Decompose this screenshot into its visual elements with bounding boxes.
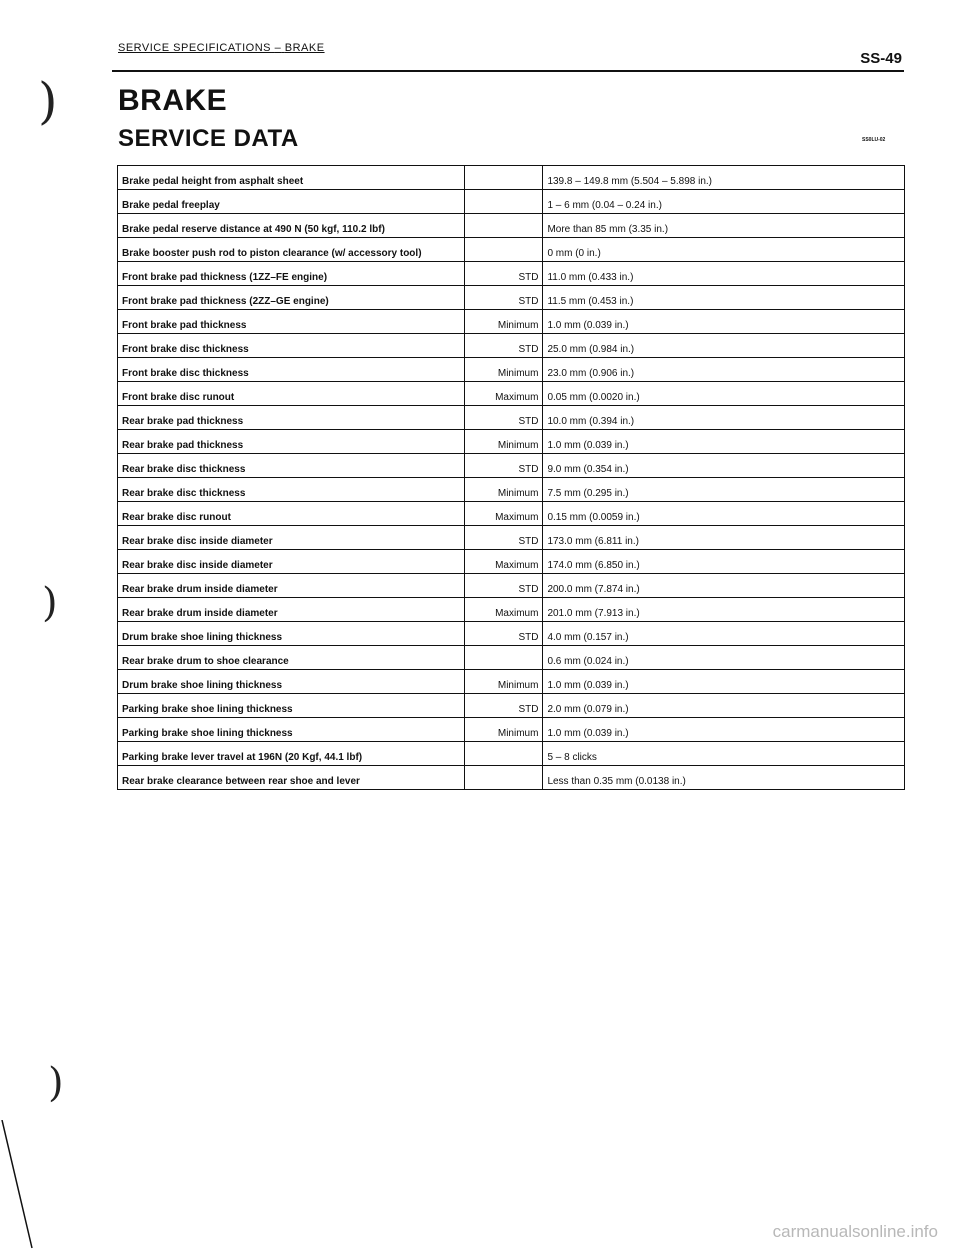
spec-qualifier: STD bbox=[465, 406, 543, 430]
spec-qualifier: Minimum bbox=[465, 670, 543, 694]
spec-item: Brake pedal reserve distance at 490 N (50 kgf, 110.2 lbf) bbox=[118, 214, 465, 238]
table-row bbox=[118, 766, 905, 790]
spec-qualifier: STD bbox=[465, 286, 543, 310]
header-separator: – bbox=[274, 42, 282, 54]
spec-qualifier bbox=[465, 646, 543, 670]
header-rule bbox=[112, 70, 904, 72]
spec-qualifier: Maximum bbox=[465, 550, 543, 574]
spec-value: More than 85 mm (3.35 in.) bbox=[543, 214, 905, 238]
table-row bbox=[118, 430, 905, 454]
spec-value: 1.0 mm (0.039 in.) bbox=[543, 718, 905, 742]
spec-value: 5 – 8 clicks bbox=[543, 742, 905, 766]
spec-qualifier bbox=[465, 766, 543, 790]
spec-item: Rear brake drum to shoe clearance bbox=[118, 646, 465, 670]
table-row bbox=[118, 622, 905, 646]
table-row bbox=[118, 574, 905, 598]
table-row bbox=[118, 382, 905, 406]
table-row bbox=[118, 478, 905, 502]
table-row bbox=[118, 526, 905, 550]
spec-item: Front brake disc thickness bbox=[118, 358, 465, 382]
table-row bbox=[118, 502, 905, 526]
spec-item: Rear brake pad thickness bbox=[118, 430, 465, 454]
spec-value: 1 – 6 mm (0.04 – 0.24 in.) bbox=[543, 190, 905, 214]
spec-value: 0.15 mm (0.0059 in.) bbox=[543, 502, 905, 526]
spec-item: Front brake disc runout bbox=[118, 382, 465, 406]
table-row bbox=[118, 358, 905, 382]
header-subsection: BRAKE bbox=[284, 42, 325, 54]
spec-value: 1.0 mm (0.039 in.) bbox=[543, 670, 905, 694]
spec-qualifier bbox=[465, 166, 543, 190]
spec-value: 173.0 mm (6.811 in.) bbox=[543, 526, 905, 550]
table-row bbox=[118, 286, 905, 310]
spec-value: 23.0 mm (0.906 in.) bbox=[543, 358, 905, 382]
spec-qualifier: STD bbox=[465, 622, 543, 646]
spec-item: Parking brake shoe lining thickness bbox=[118, 694, 465, 718]
spec-qualifier bbox=[465, 742, 543, 766]
page-title: BRAKE bbox=[118, 84, 228, 117]
spec-qualifier: STD bbox=[465, 526, 543, 550]
spec-value: 11.5 mm (0.453 in.) bbox=[543, 286, 905, 310]
spec-value: 25.0 mm (0.984 in.) bbox=[543, 334, 905, 358]
spec-qualifier: Minimum bbox=[465, 718, 543, 742]
spec-value: 0 mm (0 in.) bbox=[543, 238, 905, 262]
reference-code: SS0LU-02 bbox=[862, 137, 886, 143]
section-title: SERVICE DATA bbox=[118, 125, 299, 152]
spec-qualifier: Minimum bbox=[465, 358, 543, 382]
spec-item: Front brake pad thickness (1ZZ–FE engine) bbox=[118, 262, 465, 286]
spec-qualifier: Maximum bbox=[465, 382, 543, 406]
spec-item: Rear brake drum inside diameter bbox=[118, 598, 465, 622]
spec-item: Rear brake disc thickness bbox=[118, 478, 465, 502]
table-row bbox=[118, 646, 905, 670]
spec-item: Drum brake shoe lining thickness bbox=[118, 622, 465, 646]
spec-item: Parking brake shoe lining thickness bbox=[118, 718, 465, 742]
spec-value: 0.6 mm (0.024 in.) bbox=[543, 646, 905, 670]
margin-bracket-mark: ) bbox=[42, 580, 58, 626]
spec-value: Less than 0.35 mm (0.0138 in.) bbox=[543, 766, 905, 790]
spec-qualifier: STD bbox=[465, 334, 543, 358]
spec-qualifier: Minimum bbox=[465, 430, 543, 454]
table-row bbox=[118, 406, 905, 430]
spec-value: 1.0 mm (0.039 in.) bbox=[543, 310, 905, 334]
spec-item: Front brake disc thickness bbox=[118, 334, 465, 358]
page-number: SS-49 bbox=[860, 50, 902, 67]
header-section: SERVICE SPECIFICATIONS bbox=[118, 42, 272, 54]
spec-qualifier bbox=[465, 238, 543, 262]
spec-qualifier: Minimum bbox=[465, 478, 543, 502]
spec-value: 174.0 mm (6.850 in.) bbox=[543, 550, 905, 574]
table-row bbox=[118, 310, 905, 334]
table-row bbox=[118, 598, 905, 622]
spec-item: Front brake pad thickness (2ZZ–GE engine) bbox=[118, 286, 465, 310]
spec-item: Rear brake disc inside diameter bbox=[118, 526, 465, 550]
spec-value: 11.0 mm (0.433 in.) bbox=[543, 262, 905, 286]
table-row bbox=[118, 166, 905, 190]
spec-value: 1.0 mm (0.039 in.) bbox=[543, 430, 905, 454]
spec-item: Rear brake disc thickness bbox=[118, 454, 465, 478]
spec-value: 10.0 mm (0.394 in.) bbox=[543, 406, 905, 430]
spec-item: Brake pedal height from asphalt sheet bbox=[118, 166, 465, 190]
spec-qualifier: Minimum bbox=[465, 310, 543, 334]
table-row bbox=[118, 262, 905, 286]
spec-item: Rear brake disc inside diameter bbox=[118, 550, 465, 574]
spec-qualifier: STD bbox=[465, 262, 543, 286]
spec-item: Rear brake clearance between rear shoe and lever bbox=[118, 766, 465, 790]
spec-value: 0.05 mm (0.0020 in.) bbox=[543, 382, 905, 406]
spec-item: Rear brake disc runout bbox=[118, 502, 465, 526]
spec-value: 7.5 mm (0.295 in.) bbox=[543, 478, 905, 502]
spec-qualifier: STD bbox=[465, 694, 543, 718]
spec-qualifier bbox=[465, 190, 543, 214]
table-row bbox=[118, 334, 905, 358]
table-row bbox=[118, 190, 905, 214]
service-data-table bbox=[117, 165, 905, 790]
table-row bbox=[118, 670, 905, 694]
table-row bbox=[118, 238, 905, 262]
table-row bbox=[118, 694, 905, 718]
running-header bbox=[118, 42, 325, 54]
spec-value: 2.0 mm (0.079 in.) bbox=[543, 694, 905, 718]
spec-item: Front brake pad thickness bbox=[118, 310, 465, 334]
margin-bracket-mark: ) bbox=[38, 72, 58, 130]
margin-scan-line bbox=[0, 1120, 36, 1250]
spec-qualifier: STD bbox=[465, 454, 543, 478]
table-row bbox=[118, 214, 905, 238]
table-row bbox=[118, 742, 905, 766]
spec-item: Brake booster push rod to piston clearance (w/ accessory tool) bbox=[118, 238, 465, 262]
spec-value: 201.0 mm (7.913 in.) bbox=[543, 598, 905, 622]
spec-item: Parking brake lever travel at 196N (20 Kgf, 44.1 lbf) bbox=[118, 742, 465, 766]
spec-qualifier: Maximum bbox=[465, 502, 543, 526]
table-row bbox=[118, 454, 905, 478]
spec-item: Rear brake pad thickness bbox=[118, 406, 465, 430]
spec-value: 139.8 – 149.8 mm (5.504 – 5.898 in.) bbox=[543, 166, 905, 190]
spec-value: 9.0 mm (0.354 in.) bbox=[543, 454, 905, 478]
spec-value: 200.0 mm (7.874 in.) bbox=[543, 574, 905, 598]
spec-item: Rear brake drum inside diameter bbox=[118, 574, 465, 598]
spec-item: Brake pedal freeplay bbox=[118, 190, 465, 214]
spec-qualifier: STD bbox=[465, 574, 543, 598]
table-row bbox=[118, 718, 905, 742]
spec-item: Drum brake shoe lining thickness bbox=[118, 670, 465, 694]
spec-value: 4.0 mm (0.157 in.) bbox=[543, 622, 905, 646]
spec-qualifier bbox=[465, 214, 543, 238]
margin-bracket-mark: ) bbox=[48, 1060, 64, 1106]
watermark: carmanualsonline.info bbox=[772, 1222, 938, 1241]
table-row bbox=[118, 550, 905, 574]
spec-qualifier: Maximum bbox=[465, 598, 543, 622]
